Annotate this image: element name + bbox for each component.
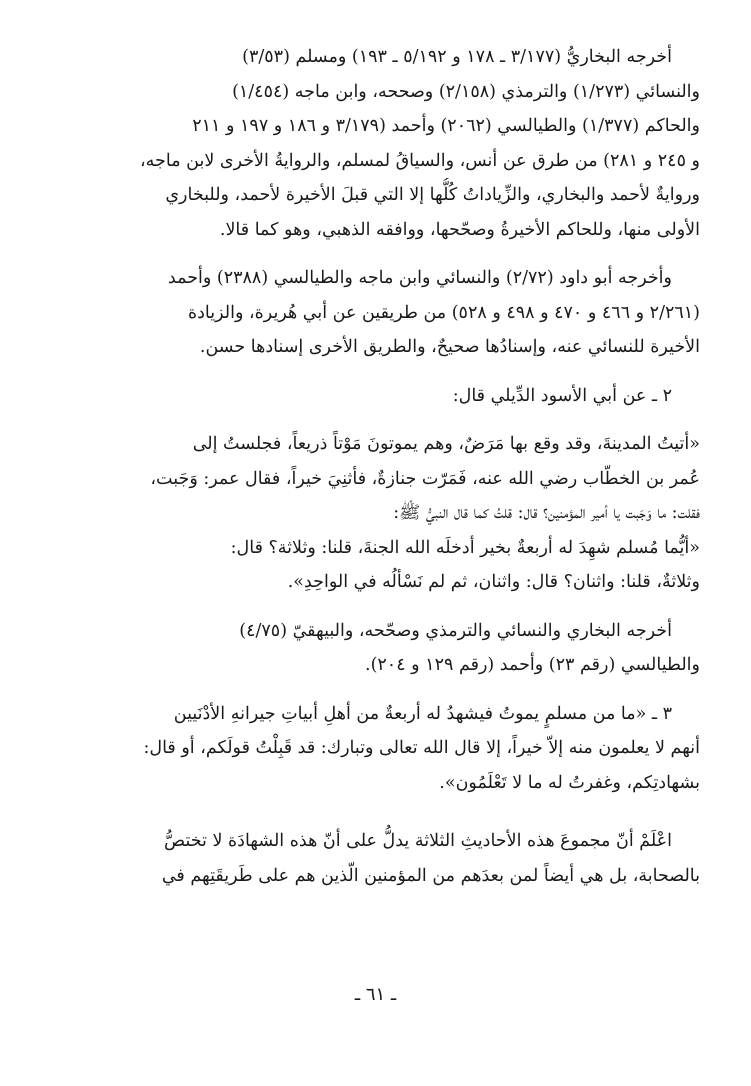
text-line: وأخرجه أبو داود (٢/٧٢) والنسائي وابن ماجه والطيالسي (٢٣٨٨) وأحمد [167,268,672,288]
page-number: ـ ٦١ ـ [354,984,397,1005]
text-line: والحاكم (١/٣٧٧) والطيالسي (٢٠٦٢) وأحمد (٣/١٧٩ و ١٨٦ و ١٩٧ و ٢١١ [192,116,700,136]
text-line: فقلت: ما وَجَبت يا أمير المؤمنين؟ قال: قلتُ كما قال النبيُّ ﷺ: [393,503,700,523]
text-line: ٣ ـ «ما من مسلمٍ يموتُ فيشهدُ له أربعةٌ من أهلِ أبياتِ جيرانهِ الأدْنَيين [173,703,672,724]
paragraph-takhrij-1 [40,40,700,247]
text-line: (٢/٢٦١ و ٤٦٦ و ٤٧٠ و ٤٩٨ و ٥٢٨) من طريقين عن أبي هُريرة، والزيادة [187,302,700,323]
hadith-text-3 [40,697,700,801]
text-line: الأخيرة للنسائي عنه، وإسنادُها صحيحٌ، والطريق الأخرى إسنادها حسن. [199,337,700,357]
paragraph-commentary [40,824,700,893]
text-line: أخرجه البخاريُّ (٣/١٧٧ ـ ١٧٨ و ٥/١٩٢ ـ ١٩٣) ومسلم (٣/٥٣) [242,47,672,67]
text-line: أخرجه البخاري والنسائي والترمذي وصحّحه، والبيهقيّ (٤/٧٥) [239,620,672,641]
paragraph-takhrij-2 [40,261,700,365]
text-line: وثلاثةٌ، قلنا: واثنان؟ قال: واثنان، ثم لم نَسْألُه في الواحِدِ». [287,572,700,592]
text-line: بشهادتِكم، وغفرتُ له ما لا تَعْلَمُون». [439,772,700,793]
text-line: بالصحابة، بل هي أيضاً لمن بعدَهم من المؤمنين الّذين هم على طَريقَتِهم في [161,865,700,886]
hadith-text-2 [40,427,700,531]
text-line: أنهم لا يعلمون منه إلاّ خيراً، إلا قال الله تعالى وتبارك: قد قَبِلْتُ قولَكم، أو قال: [143,738,700,758]
text-line: «أيُّما مُسلم شهِدَ له أربعةٌ بخير أدخلَه الله الجنةَ، قلنا: وثلاثة؟ قال: [230,537,700,558]
hadith-quote-2 [40,531,700,600]
text-line: و ٢٤٥ و ٢٨١) من طرق عن أنس، والسياقُ لمسلم، والروايةُ الأخرى لابن ماجه، [140,150,700,171]
text-line: ٢ ـ عن أبي الأسود الدِّيلي قال: [452,385,672,406]
text-line: وروايةٌ لأحمد والبخاري، والزِّياداتُ كُلُّها إلا التي قبلَ الأخيرة لأحمد، وللبخاري [165,185,700,205]
text-line: والطيالسي (رقم ٢٣) وأحمد (رقم ١٢٩ و ٢٠٤). [365,655,700,675]
text-line: عُمر بن الخطّاب رضي الله عنه، فَمَرّت جنازةٌ، فأثنِيَ خيراً، فقال عمر: وَجَبت، [150,468,700,489]
text-line: «أتيتُ المدينةَ، وقد وقع بها مَرَضٌ، وهم يموتونَ مَوْتاً ذريعاً، فجلستُ إلى [192,434,700,454]
text-line: والنسائي (١/٢٧٣) والترمذي (٢/١٥٨) وصححه، وابن ماجه (١/٤٥٤) [232,81,700,102]
text-line: الأولى منها، وللحاكم الأخيرةُ وصحّحها، ووافقه الذهبي، وهو كما قالا. [219,219,700,240]
text-line: اعْلَمْ أنّ مجموعَ هذه الأحاديثِ الثلاثة يدلُّ على أنّ هذه الشهادَة لا تختصُّ [164,831,672,851]
page-body [40,40,700,893]
hadith-heading-2 [40,379,700,414]
paragraph-takhrij-3 [40,614,700,683]
